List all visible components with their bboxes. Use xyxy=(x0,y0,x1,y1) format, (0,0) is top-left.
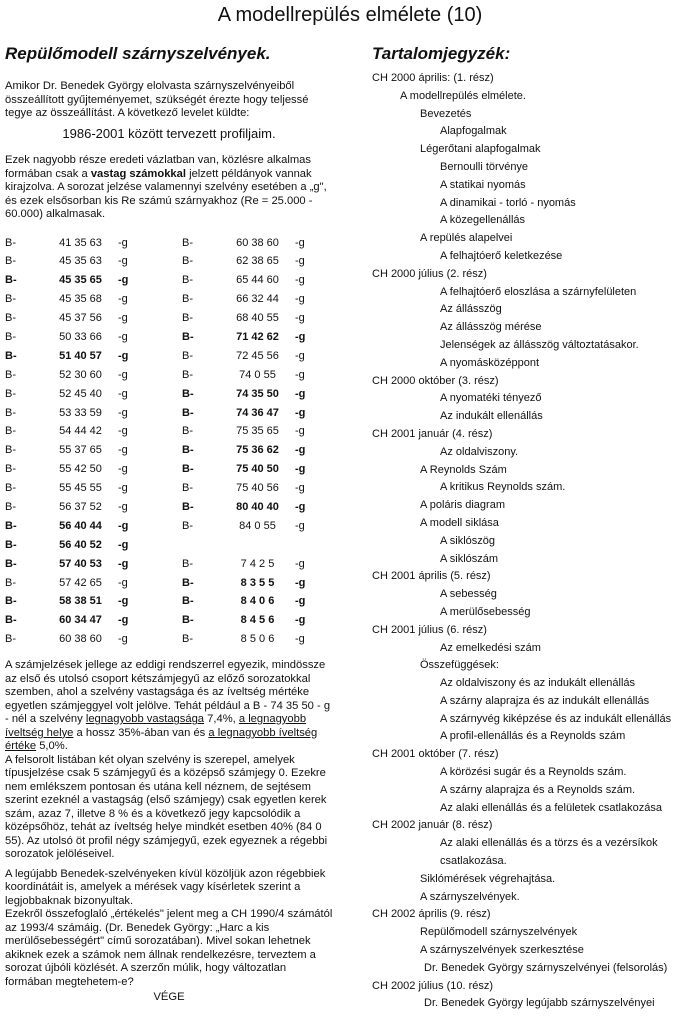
toc-entry: Repülőmodell szárnyszelvények xyxy=(420,926,578,939)
profile-prefix: B- xyxy=(182,236,193,249)
article-column xyxy=(5,44,333,1005)
para1-c: a hossz 35%-ában van és xyxy=(73,726,209,739)
profile-suffix: -g xyxy=(118,633,128,646)
profile-suffix: -g xyxy=(295,557,305,570)
profile-suffix: -g xyxy=(118,330,128,343)
profiles-subtitle: 1986-2001 között tervezett profiljaim. xyxy=(62,125,276,141)
profile-number: 75 36 62 xyxy=(236,444,279,457)
profile-number xyxy=(220,536,295,555)
profile-number: 57 40 53 xyxy=(59,557,102,570)
toc-entry: A nyomásközéppont xyxy=(440,356,540,369)
evaluation-paragraph: Ezekről összefoglaló „értékelés" jelent meg a CH 1990/4 számától az 1993/4 számáig. (Dr. Benedek György: „Harc a kis merülősebességért" című sorozatában). Mivel sokan lehetnek akiknek ezek a számok nem állnak rendelkezésre, terveztem a sorozat újbóli közlését. A szerzőn múlik, hogy változatlan formában megtehetem-e? xyxy=(5,908,333,988)
profile-prefix: B- xyxy=(182,482,193,495)
toc-issue-line: CH 2002 január (8. rész) xyxy=(372,819,493,832)
profile-number: 52 45 40 xyxy=(59,387,102,400)
profile-prefix: B- xyxy=(5,538,17,551)
toc-entry: Az állásszög xyxy=(440,303,502,316)
profile-suffix: -g xyxy=(118,368,128,381)
profile-suffix: -g xyxy=(118,293,128,306)
profile-prefix: B- xyxy=(5,482,16,495)
profile-prefix: B- xyxy=(5,557,17,570)
profile-suffix: -g xyxy=(118,463,128,476)
toc-entry: A szárnyszelvények szerkesztése xyxy=(420,944,584,957)
profile-suffix: -g xyxy=(118,274,129,287)
para1-underlined-1: legnagyobb vastagsága xyxy=(85,713,205,726)
toc-entry: A nyomatéki tényező xyxy=(440,392,542,405)
toc-entry: A sebesség xyxy=(440,588,497,601)
toc-entry: Bevezetés xyxy=(420,107,472,120)
profile-prefix: B- xyxy=(5,519,17,532)
toc-entry: Az emelkedési szám xyxy=(440,641,541,654)
para1-underlined-2: a legnagyobb íveltség helye xyxy=(5,713,307,739)
toc-entry: A közegellenállás xyxy=(440,214,526,227)
profile-prefix: B- xyxy=(5,633,16,646)
five-digit-paragraph: A felsorolt listában két olyan szelvény is szerepel, amelyek típusjelzése csak 5 számjegyű és a középső számjegy 0. Ezekre nem emlékszem pontosan és utána kell néznem, de sejtésem szerint ezeknél a vastagság (első számjegy) csak egyetlen kerek szám, azaz 7, illetve 8 % és a következő jegy kapcsolódik a középsőhöz, tehát az íveltség helye mindkét esetben 40% (84 0 55). Az utolsó öt profil négy számjegyű, ezek egyeznek a régebbi sorozatok jelöléseivel. xyxy=(5,753,328,861)
para1-a: A számjelzések jellege az eddigi rendszerrel egyezik, mindössze az első és utolsó csoport kétszámjegyű az előző sorozatokkal szemben, ahol a szelvény vastagsága és az íveltség mértéke egyetlen számjeggyel volt jelölve. Tehát például a B - 74 35 50 - g - nél a szelvény xyxy=(5,659,331,726)
profile-suffix: -g xyxy=(295,614,306,627)
profile-number: 75 40 50 xyxy=(236,463,279,476)
toc-issue-line: CH 2001 július (6. rész) xyxy=(372,623,487,636)
profile-suffix: -g xyxy=(295,444,306,457)
profile-suffix: -g xyxy=(118,255,128,268)
profile-suffix: -g xyxy=(295,463,306,476)
profile-prefix: B- xyxy=(5,349,17,362)
toc-entry: Dr. Benedek György szárnyszelvényei (felsorolás) xyxy=(424,961,668,974)
note-text-pre: Ezek nagyobb része eredeti vázlatban van, közlésre alkalmas formában csak a xyxy=(5,154,311,180)
profile-number: 60 38 60 xyxy=(236,236,279,249)
profile-prefix: B- xyxy=(182,330,194,343)
profile-number: 55 42 50 xyxy=(59,463,102,476)
profile-suffix: -g xyxy=(118,236,128,249)
toc-entry: A repülés alapelvei xyxy=(420,232,513,245)
profile-suffix: -g xyxy=(118,538,129,551)
profile-number: 65 44 60 xyxy=(236,274,279,287)
toc-entry: Az oldalviszony és az indukált ellenállás xyxy=(440,677,636,690)
profile-number: 74 0 55 xyxy=(239,368,276,381)
toc-heading: Tartalomjegyzék: xyxy=(372,44,511,63)
profile-number: 75 40 56 xyxy=(236,482,279,495)
profile-prefix: B- xyxy=(5,500,16,513)
toc-issue-line: CH 2001 január (4. rész) xyxy=(372,427,493,440)
profile-suffix: -g xyxy=(118,595,129,608)
profile-prefix: B- xyxy=(5,274,17,287)
toc-entry: Az állásszög mérése xyxy=(440,321,542,334)
toc-entry: A kritikus Reynolds szám. xyxy=(440,481,566,494)
profile-prefix xyxy=(182,536,220,555)
toc-entry: Az alaki ellenállás és a törzs és a vezérsíkok xyxy=(440,837,658,850)
toc-entry: Dr. Benedek György legújabb szárnyszelvényei xyxy=(424,997,655,1010)
para1-underlined-3: a legnagyobb íveltség értéke xyxy=(5,726,318,753)
profile-prefix: B- xyxy=(5,387,16,400)
profile-suffix: -g xyxy=(295,255,305,268)
profile-prefix: B- xyxy=(5,312,16,325)
profile-number: 54 44 42 xyxy=(59,425,102,438)
profile-prefix: B- xyxy=(5,576,16,589)
toc-entry: A merülősebesség xyxy=(440,605,531,618)
toc-entry: A Reynolds Szám xyxy=(420,463,507,476)
profile-prefix: B- xyxy=(182,614,194,627)
profile-number: 57 42 65 xyxy=(59,576,102,589)
profile-suffix: -g xyxy=(295,595,306,608)
profile-prefix: B- xyxy=(182,633,193,646)
profile-suffix: -g xyxy=(118,444,128,457)
profile-prefix: B- xyxy=(182,349,193,362)
profile-number: 55 45 55 xyxy=(59,482,102,495)
profile-prefix: B- xyxy=(182,274,193,287)
profile-number: 60 38 60 xyxy=(59,633,102,646)
toc-entry: A szárnyszelvények. xyxy=(420,890,520,903)
para1-b: 7,4%, xyxy=(204,713,239,726)
profile-prefix: B- xyxy=(5,293,16,306)
toc-issue-line: CH 2002 július (10. rész) xyxy=(372,979,494,992)
profile-prefix: B- xyxy=(182,519,193,532)
profile-number: 8 5 0 6 xyxy=(240,633,275,646)
profile-prefix: B- xyxy=(5,614,17,627)
profile-prefix: B- xyxy=(182,368,193,381)
profile-suffix: -g xyxy=(295,519,305,532)
profile-prefix: B- xyxy=(5,425,16,438)
profile-prefix: B- xyxy=(182,425,193,438)
profile-suffix: -g xyxy=(295,500,306,513)
profile-number: 71 42 62 xyxy=(236,330,279,343)
profile-suffix xyxy=(295,536,325,555)
profile-number: 51 40 57 xyxy=(59,349,102,362)
toc-entry: A statikai nyomás xyxy=(440,178,526,191)
profile-prefix: B- xyxy=(182,576,194,589)
profile-prefix: B- xyxy=(182,463,194,476)
profile-suffix: -g xyxy=(118,614,129,627)
toc-issue-line: CH 2001 október (7. rész) xyxy=(372,748,499,761)
intro-paragraph: Amikor Dr. Benedek György elolvasta szárnyszelvényeiből összeállított gyűjteményemet, szükségét érezte hogy teljessé tegye az összeállítást. A következő levelet küldte: xyxy=(5,80,309,119)
profile-prefix: B- xyxy=(182,293,193,306)
toc-issue-line: CH 2000 július (2. rész) xyxy=(372,267,487,280)
profile-prefix: B- xyxy=(182,444,194,457)
profile-prefix: B- xyxy=(5,444,16,457)
profile-number: 8 3 5 5 xyxy=(240,576,275,589)
toc-entry: A szárny alaprajza és a Reynolds szám. xyxy=(440,783,636,796)
toc-issue-line: CH 2001 április (5. rész) xyxy=(372,570,491,583)
toc-list xyxy=(372,70,697,1013)
toc-entry: A szárny alaprajza és az indukált ellenállás xyxy=(440,694,650,707)
toc-entry: A felhajtóerő keletkezése xyxy=(440,249,563,262)
profile-prefix: B- xyxy=(5,255,16,268)
profile-number: 53 33 59 xyxy=(59,406,102,419)
profile-suffix: -g xyxy=(118,312,128,325)
profile-prefix: B- xyxy=(5,463,16,476)
profile-suffix: -g xyxy=(118,482,128,495)
profile-prefix: B- xyxy=(182,595,194,608)
profile-suffix: -g xyxy=(295,312,305,325)
profile-prefix: B- xyxy=(182,500,194,513)
profile-number: 56 40 44 xyxy=(59,519,102,532)
profile-suffix: -g xyxy=(118,425,128,438)
profile-suffix: -g xyxy=(295,274,305,287)
page-title: A modellrepülés elmélete (10) xyxy=(217,4,483,26)
profile-number: 41 35 63 xyxy=(59,236,102,249)
toc-entry: A profil-ellenállás és a Reynolds szám xyxy=(440,730,626,743)
profile-suffix: -g xyxy=(295,482,305,495)
profile-suffix: -g xyxy=(295,576,306,589)
profile-suffix: -g xyxy=(118,349,129,362)
toc-entry: A poláris diagram xyxy=(420,499,505,512)
profile-number: 60 34 47 xyxy=(59,614,102,627)
toc-column xyxy=(372,44,697,1013)
profile-prefix: B- xyxy=(5,368,16,381)
profile-prefix: B- xyxy=(182,406,194,419)
note-text-post: jelzett példányok vannak kirajzolva. A sorozat jelzése valamennyi szelvény esetében a „g", és ezek elsősorban kis Re számú szárnyakhoz (Re = 25.000 - 60.000) alkalmasak. xyxy=(5,167,327,220)
profile-number: 66 32 44 xyxy=(236,293,279,306)
profile-number: 75 35 65 xyxy=(236,425,279,438)
profile-suffix: -g xyxy=(118,406,128,419)
profile-number: 62 38 65 xyxy=(236,255,279,268)
profile-suffix: -g xyxy=(118,519,129,532)
profile-number: 84 0 55 xyxy=(239,519,276,532)
profile-suffix: -g xyxy=(118,557,129,570)
profile-number: 68 40 55 xyxy=(236,312,279,325)
profile-suffix: -g xyxy=(295,387,306,400)
profile-number: 45 37 56 xyxy=(59,312,102,325)
profile-suffix: -g xyxy=(118,387,128,400)
toc-entry: Légerőtani alapfogalmak xyxy=(420,143,541,156)
profile-prefix: B- xyxy=(5,595,17,608)
profile-prefix: B- xyxy=(182,557,193,570)
para1-d: 5,0%. xyxy=(36,740,68,753)
profile-prefix: B- xyxy=(182,255,193,268)
profile-number: 80 40 40 xyxy=(236,500,279,513)
profile-prefix: B- xyxy=(5,236,16,249)
article-heading: Repülőmodell szárnyszelvények. xyxy=(5,44,271,63)
toc-entry: A siklószög xyxy=(440,534,496,547)
profile-number: 45 35 65 xyxy=(59,274,102,287)
toc-entry: csatlakozása. xyxy=(440,855,507,868)
profile-number: 58 38 51 xyxy=(59,595,102,608)
toc-entry: Az oldalviszony. xyxy=(440,445,519,458)
toc-entry: A felhajtóerő eloszlása a szárnyfelületen xyxy=(440,285,637,298)
end-label: VÉGE xyxy=(153,991,185,1004)
profile-suffix: -g xyxy=(118,500,128,513)
older-profiles-paragraph: A legújabb Benedek-szelvényeken kívül közöljük azon régebbiek koordinátáit is, amelyek a mérések vagy kísérletek szerint a legjobbaknak bizonyultak. xyxy=(5,867,326,907)
profile-number: 56 37 52 xyxy=(59,500,102,513)
toc-entry: Alapfogalmak xyxy=(440,125,507,138)
toc-issue-line: CH 2002 április (9. rész) xyxy=(372,908,491,921)
toc-entry: A modellrepülés elmélete. xyxy=(400,89,526,102)
profile-number: 45 35 63 xyxy=(59,255,102,268)
profile-number: 7 4 2 5 xyxy=(240,557,275,570)
profile-prefix: B- xyxy=(5,406,16,419)
profile-suffix: -g xyxy=(295,349,305,362)
note-paragraph xyxy=(5,154,333,222)
toc-entry: Bernoulli törvénye xyxy=(440,160,529,173)
toc-issue-line: CH 2000 április: (1. rész) xyxy=(372,72,494,84)
profile-prefix: B- xyxy=(5,330,16,343)
profile-number: 45 35 68 xyxy=(59,293,102,306)
toc-entry: Az alaki ellenállás és a felületek csatlakozása xyxy=(440,801,662,814)
toc-entry: A szárnyvég kiképzése és az indukált ellenállás xyxy=(440,712,672,725)
profile-suffix: -g xyxy=(295,236,305,249)
profile-suffix: -g xyxy=(295,425,305,438)
profile-suffix: -g xyxy=(295,330,306,343)
toc-entry: Összefüggések: xyxy=(420,659,499,672)
profile-number: 8 4 5 6 xyxy=(240,614,275,627)
numbering-paragraph xyxy=(5,659,333,754)
toc-entry: Siklómérések végrehajtása. xyxy=(420,872,556,885)
profile-table xyxy=(5,234,333,650)
profile-number: 50 33 66 xyxy=(59,330,102,343)
note-text-bold: vastag számokkal xyxy=(90,167,186,180)
toc-issue-line: CH 2000 október (3. rész) xyxy=(372,374,499,387)
profile-prefix: B- xyxy=(182,312,193,325)
profile-suffix: -g xyxy=(295,293,305,306)
profile-suffix: -g xyxy=(295,406,306,419)
profile-number: 74 36 47 xyxy=(236,406,279,419)
profile-prefix: B- xyxy=(182,387,194,400)
profile-suffix: -g xyxy=(118,576,128,589)
profile-number: 72 45 56 xyxy=(236,349,279,362)
toc-entry: Jelenségek az állásszög változtatásakor. xyxy=(440,338,639,351)
profile-number: 52 30 60 xyxy=(59,368,102,381)
profile-number: 55 37 65 xyxy=(59,444,102,457)
toc-entry: A körözési sugár és a Reynolds szám. xyxy=(440,766,627,779)
toc-entry: Az indukált ellenállás xyxy=(440,410,543,423)
toc-entry: A dinamikai - torló - nyomás xyxy=(440,196,576,209)
toc-entry: A modell siklása xyxy=(420,516,499,529)
profile-number: 56 40 52 xyxy=(59,538,102,551)
profile-suffix: -g xyxy=(295,368,305,381)
profile-suffix: -g xyxy=(295,633,305,646)
toc-entry: A siklószám xyxy=(440,552,499,565)
profile-number: 8 4 0 6 xyxy=(240,595,275,608)
profile-number: 74 35 50 xyxy=(236,387,279,400)
